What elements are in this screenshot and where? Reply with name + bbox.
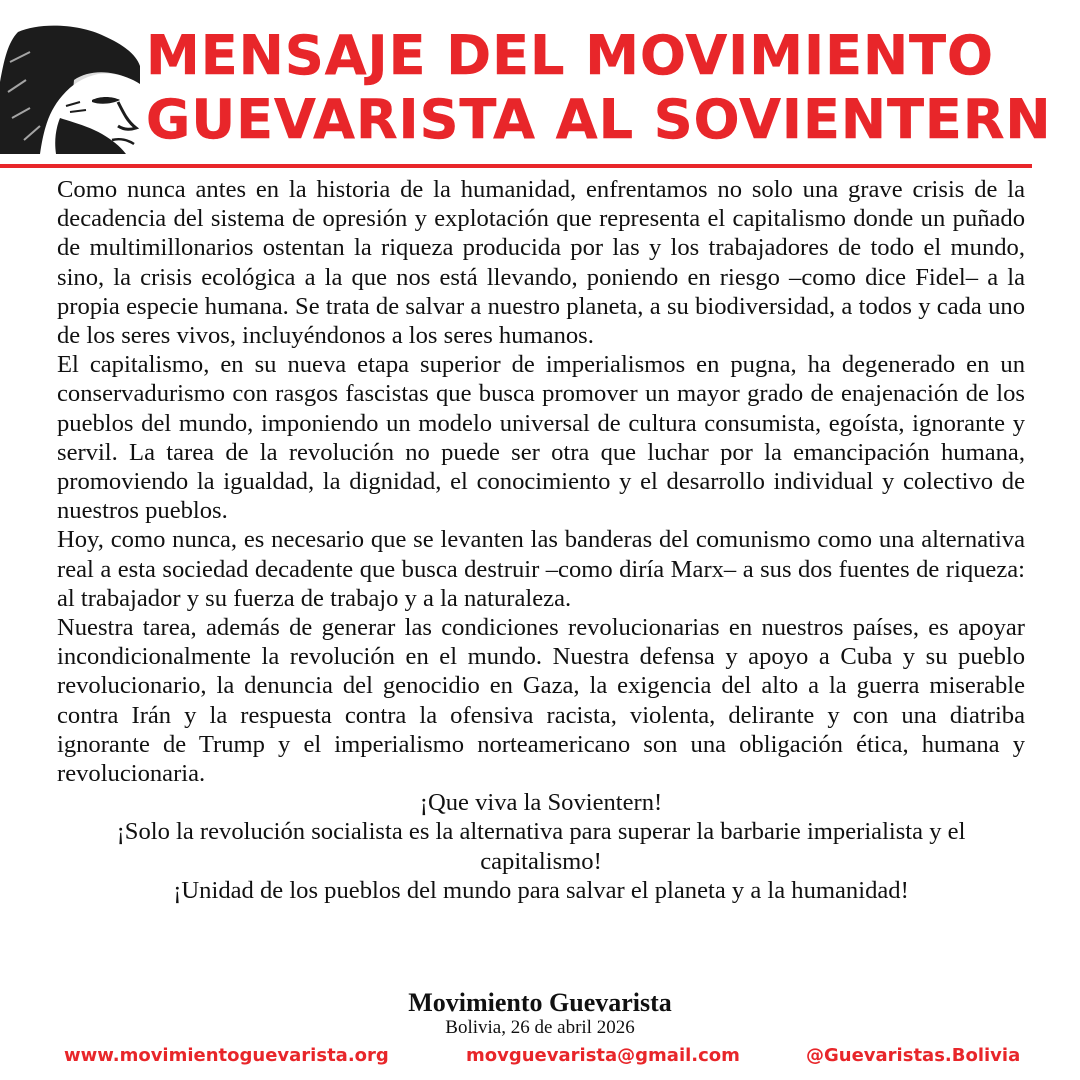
- header-divider: [0, 164, 1032, 168]
- title-line-1: MENSAJE DEL MOVIMIENTO: [146, 24, 994, 87]
- closing-slogans: [57, 788, 1025, 905]
- social-handle-link[interactable]: @Guevaristas.Bolivia: [806, 1045, 1021, 1066]
- footer-contacts: [0, 1042, 1080, 1070]
- paragraph: Hoy, como nunca, es necesario que se levanten las banderas del comunismo como una alternativa real a esta sociedad decadente que busca destruir –como diría Marx– a sus dos fuentes de riqueza: al trabajador y su fuerza de trabajo y a la naturaleza.: [57, 526, 1025, 612]
- title-line-2: GUEVARISTA AL SOVIENTERN: [146, 88, 1052, 151]
- slogan: ¡Unidad de los pueblos del mundo para salvar el planeta y a la humanidad!: [173, 876, 909, 904]
- slogan: ¡Que viva la Sovientern!: [419, 789, 663, 817]
- paragraph: Nuestra tarea, además de generar las condiciones revolucionarias en nuestros países, es apoyar incondicionalmente la revolución en el mundo. Nuestra defensa y apoyo a Cuba y su pueblo revolucionario, la denuncia del genocidio en Gaza, la exigencia del alto a la guerra miserable contra Irán y la respuesta contra la ofensiva racista, violenta, delirante y con una diatriba ignorante de Trump y el imperialismo norteamericano son una obligación ética, humana y revolucionaria.: [57, 614, 1025, 788]
- place-date: Bolivia, 26 de abril 2026: [445, 1017, 635, 1038]
- slogan: ¡Solo la revolución socialista es la alternativa para superar la barbarie imperialista y el capitalismo!: [116, 818, 966, 875]
- portrait-illustration: [0, 22, 140, 154]
- paragraph: Como nunca antes en la historia de la humanidad, enfrentamos no solo una grave crisis de la decadencia del sistema de opresión y explotación que representa el capitalismo donde un puñado de multimillonarios ostentan la riqueza producida por las y los trabajadores de todo el mundo, sino, la crisis ecológica a la que nos está llevando, poniendo en riesgo –como dice Fidel– a la propia especie humana. Se trata de salvar a nuestro planeta, a su biodiversidad, a todos y cada uno de los seres vivos, incluyéndonos a los seres humanos.: [57, 176, 1025, 350]
- website-link[interactable]: www.movimientoguevarista.org: [64, 1045, 389, 1066]
- page-title: [146, 24, 1052, 152]
- message-body: [57, 175, 1025, 905]
- paragraph: El capitalismo, en su nueva etapa superior de imperialismos en pugna, ha degenerado en un conservadurismo con rasgos fascistas que busca promover un mayor grado de enajenación de los pueblos del mundo, imponiendo un modelo universal de cultura consumista, egoísta, ignorante y servil. La tarea de la revolución no puede ser otra que luchar por la emancipación humana, promoviendo la igualdad, la dignidad, el conocimiento y el desarrollo individual y colectivo de nuestros pueblos.: [57, 351, 1025, 525]
- signature-organization: Movimiento Guevarista: [408, 988, 672, 1017]
- email-link[interactable]: movguevarista@gmail.com: [466, 1045, 740, 1066]
